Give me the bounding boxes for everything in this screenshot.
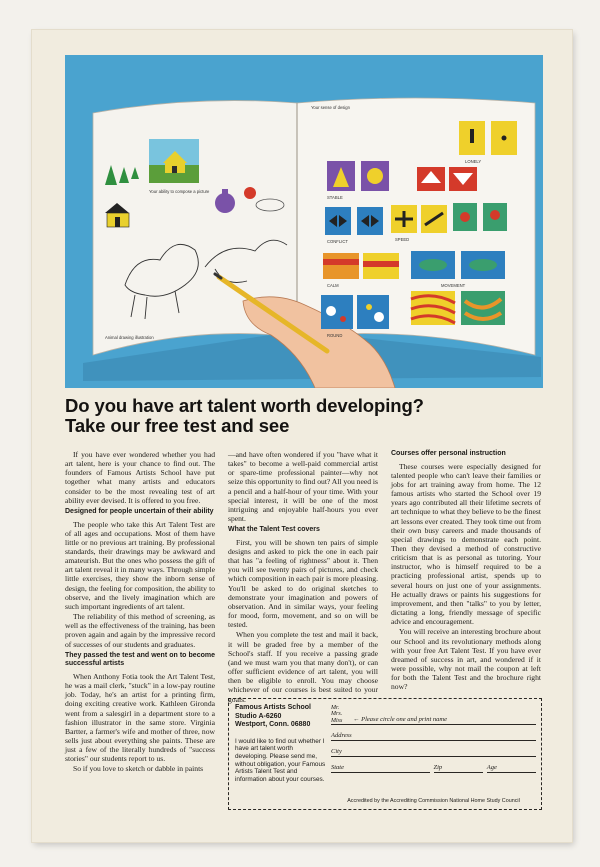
art-book-illustration [65, 55, 543, 388]
headline [65, 396, 545, 436]
salutation-mr[interactable]: Mr. [331, 705, 340, 711]
studio-code: Studio A-6260 [235, 712, 282, 720]
svg-text:CALM: CALM [327, 283, 339, 288]
paragraph: The people who take this Art Talent Test are of all ages and occupations. Most of them have little or no previous art training. By professional standards, their drawings may be awkward and amateurish. But the ones who possess the gift of art talent reveal it in many ways. Through simple little exercises, they show the inborn sense of design, the feeling for composition, the ability to observe, and the lively imagination which are such important ingredients of art talent. [65, 519, 215, 611]
paragraph: When you complete the test and mail it back, it will be graded free by a member of the School's staff. If you receive a passing grade (and we must warn you that many don't), or can offer sufficient evidence of art talent, you will then be eligible to enroll. You may choose whichever of our courses is best suited to your goals. [228, 630, 378, 704]
paragraph: If you have ever wondered whether you had art talent, here is your chance to find out. The founders of Famous Artists School have put together what many artists and educators consider to be the most revealing test of art ability ever devised. It is offered to you free. [65, 450, 215, 505]
city-field[interactable] [331, 743, 536, 757]
age-field[interactable] [487, 759, 536, 773]
coupon-form [331, 705, 536, 775]
headline-line-2: Take our free test and see [65, 415, 290, 436]
paragraph: When Anthony Fotia took the Art Talent Test, he was a mail clerk, "stuck" in a low-pay routine job. Today, he's an artist for a printing firm, doing exciting creative work. Kathleen Gironda went from a salesgirl in a department store to a fashion illustrator in the same store. Virginia Bartter, a farmer's wife and mother of three, now sells just about everything she paints. These are just a few of the literally hundreds of "success stories" our students report to us. [65, 671, 215, 764]
svg-text:SPEED: SPEED [395, 237, 410, 242]
left-page-heading: Your ability to compose a picture [149, 189, 210, 194]
column-1 [65, 450, 215, 775]
subheading: What the Talent Test covers [228, 526, 320, 534]
art-book-svg [65, 55, 543, 388]
paragraph: These courses were especially designed for talented people who can't leave their families or jobs for art training away from home. The 12 famous artists who started the School over 19 years ago contributed all their lifetime secrets of art technique to what they believe to be the finest art lessons ever created. They took time out from their own busy careers and made thousands of special drawings to demonstrate each point. Then they devised a method of constructive criticism that is as personal as tutoring. Your instructor, who is himself required to be a practicing professional artist, spends up to several hours on just one of your assignments. He actually draws or paints his suggestions for improvement, and then "talks" to you by letter, dictating a long, friendly message of specific advice and encouragement. [391, 461, 541, 627]
salutation-mrs[interactable]: Mrs. [331, 711, 343, 718]
paragraph: You will receive an interesting brochure about our School and its revolutionary methods along with your free Art Talent Test. If you have ever dreamed of success in art, and wondered if it were possible, why not mail the coupon at left for both the Talent Test and the brochure right now? [391, 627, 541, 692]
headline-line-1: Do you have art talent worth developing? [65, 395, 424, 416]
subheading: They passed the test and went on to become successful artists [65, 651, 215, 668]
age-label: Age [486, 764, 497, 771]
address-field[interactable] [331, 727, 536, 741]
school-city: Westport, Conn. 06880 [235, 721, 311, 729]
zip-label: Zip [433, 764, 443, 771]
column-3 [391, 450, 541, 693]
subheading: Courses offer personal instruction [391, 450, 506, 457]
salutation-options[interactable] [331, 705, 342, 724]
svg-text:MOVEMENT: MOVEMENT [441, 283, 466, 288]
salutation-miss[interactable]: Miss [331, 717, 343, 724]
mail-in-coupon[interactable] [228, 698, 542, 810]
magazine-page [32, 30, 572, 842]
paragraph: First, you will be shown ten pairs of simple designs and asked to pick the one in each pair that has "a feeling of rightness" about it. Then you will see twenty pairs of pictures, and check which composition in each pair is more pleasing. You'll be asked to do original sketches to demonstrate your imagination and powers of observation. And in similar ways, your feeling for mood, form, movement, and so on will be tested. [228, 537, 378, 630]
paragraph: So if you love to sketch or dabble in paints [73, 764, 204, 774]
svg-text:LONELY: LONELY [465, 159, 482, 164]
svg-text:ROUND: ROUND [327, 333, 343, 338]
school-name: Famous Artists School [235, 704, 311, 711]
subheading: Designed for people uncertain of their ability [65, 507, 214, 515]
name-field[interactable] [331, 705, 536, 725]
state-label: State [331, 764, 344, 771]
city-label: City [331, 748, 342, 755]
svg-text:CONFLICT: CONFLICT [327, 239, 348, 244]
paragraph: The reliability of this method of screening, as well as the effectiveness of the training, has been proven again and again by the impressive record of successes of our students and graduates. [65, 612, 215, 649]
svg-text:STABLE: STABLE [327, 195, 343, 200]
accreditation-note: Accredited by the Accrediting Commission National Home Study Council [347, 798, 520, 804]
coupon-address-block [235, 704, 327, 783]
coupon-request-text: I would like to find out whether I have art talent worth developing. Please send me, without obligation, your Famous Artists Talent Test and information about your courses. [235, 737, 326, 783]
state-field[interactable] [331, 759, 430, 773]
right-page-heading: Your sense of design [311, 105, 350, 110]
zip-field[interactable] [434, 759, 483, 773]
name-hint: ← Please circle one and print name [353, 716, 447, 723]
drawing-label: Animal drawing illustration [105, 335, 154, 340]
address-label: Address [331, 732, 352, 739]
paragraph: —and have often wondered if you "have what it takes" to become a well-paid commercial artist or spare-time professional painter—why not seize this opportunity to find out? All you need is a pencil and a half-hour of your time. With your special interest, it will be one of the most intriguing and enjoyable half-hours you ever spent. [228, 450, 378, 524]
column-2 [228, 450, 378, 705]
